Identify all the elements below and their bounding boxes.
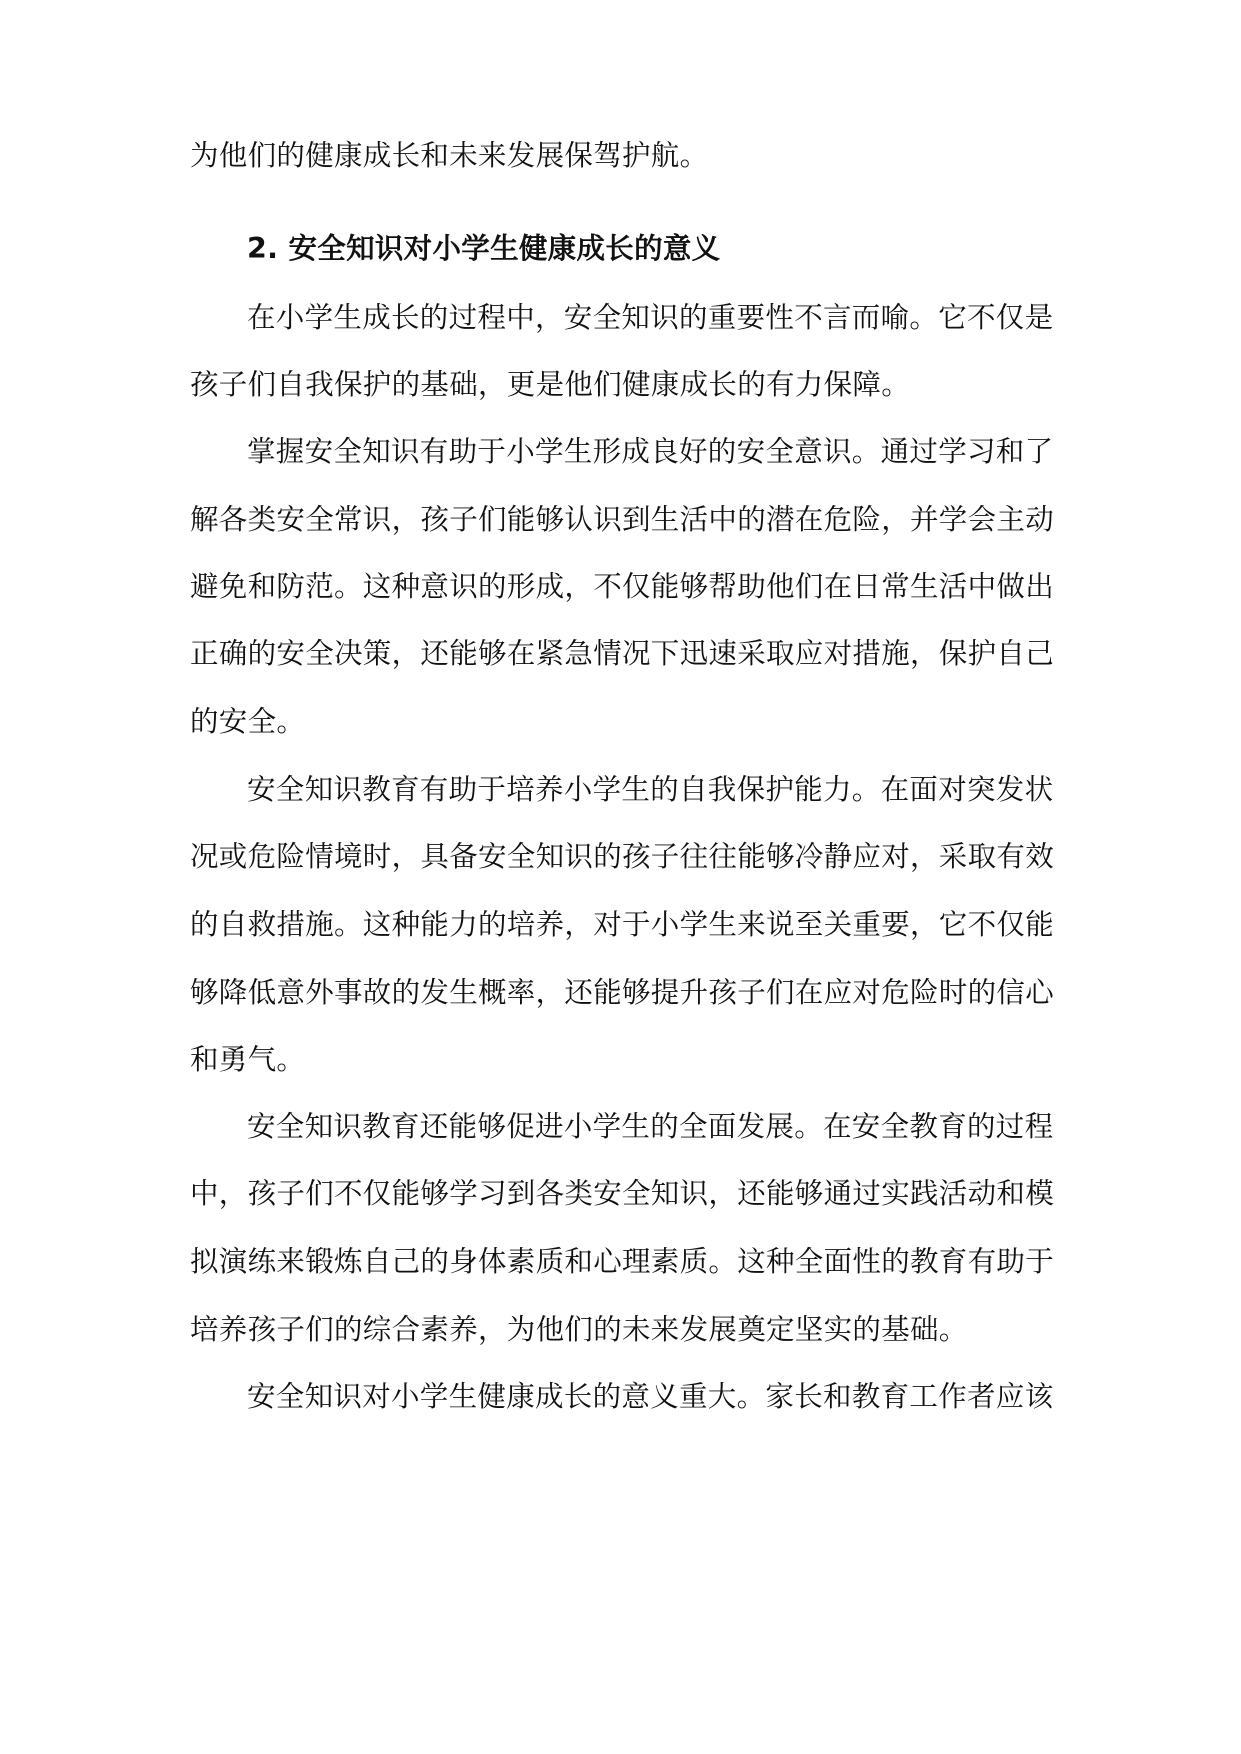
paragraph-3-line-3: 的自救措施。这种能力的培养，对于小学生来说至关重要，它不仅能	[190, 908, 1055, 941]
paragraph-2-line-5: 的安全。	[190, 705, 306, 738]
paragraph-2-line-2: 解各类安全常识，孩子们能够认识到生活中的潜在危险，并学会主动	[190, 503, 1055, 536]
paragraph-3-line-1: 安全知识教育有助于培养小学生的自我保护能力。在面对突发状	[247, 773, 1054, 806]
continuation-text: 为他们的健康成长和未来发展保驾护航。	[190, 139, 709, 172]
paragraph-3-line-4: 够降低意外事故的发生概率，还能够提升孩子们在应对危险时的信心	[190, 976, 1055, 1009]
paragraph-3-line-2: 况或危险情境时，具备安全知识的孩子往往能够冷静应对，采取有效	[190, 840, 1055, 873]
paragraph-2-line-1: 掌握安全知识有助于小学生形成良好的安全意识。通过学习和了	[247, 435, 1054, 468]
paragraph-4-line-4: 培养孩子们的综合素养，为他们的未来发展奠定坚实的基础。	[190, 1313, 968, 1346]
paragraph-4-line-2: 中，孩子们不仅能够学习到各类安全知识，还能够通过实践活动和模	[190, 1177, 1055, 1210]
paragraph-4-line-1: 安全知识教育还能够促进小学生的全面发展。在安全教育的过程	[247, 1110, 1054, 1143]
paragraph-1-line-1: 在小学生成长的过程中，安全知识的重要性不言而喻。它不仅是	[247, 301, 1054, 334]
section-heading: 2. 安全知识对小学生健康成长的意义	[247, 232, 721, 265]
paragraph-3-line-5: 和勇气。	[190, 1043, 306, 1076]
paragraph-2-line-3: 避免和防范。这种意识的形成，不仅能够帮助他们在日常生活中做出	[190, 570, 1055, 603]
paragraph-2-line-4: 正确的安全决策，还能够在紧急情况下迅速采取应对措施，保护自己	[190, 637, 1055, 670]
paragraph-4-line-3: 拟演练来锻炼自己的身体素质和心理素质。这种全面性的教育有助于	[190, 1245, 1055, 1278]
paragraph-5-line-1: 安全知识对小学生健康成长的意义重大。家长和教育工作者应该	[247, 1380, 1054, 1413]
paragraph-1-line-2: 孩子们自我保护的基础，更是他们健康成长的有力保障。	[190, 368, 911, 401]
